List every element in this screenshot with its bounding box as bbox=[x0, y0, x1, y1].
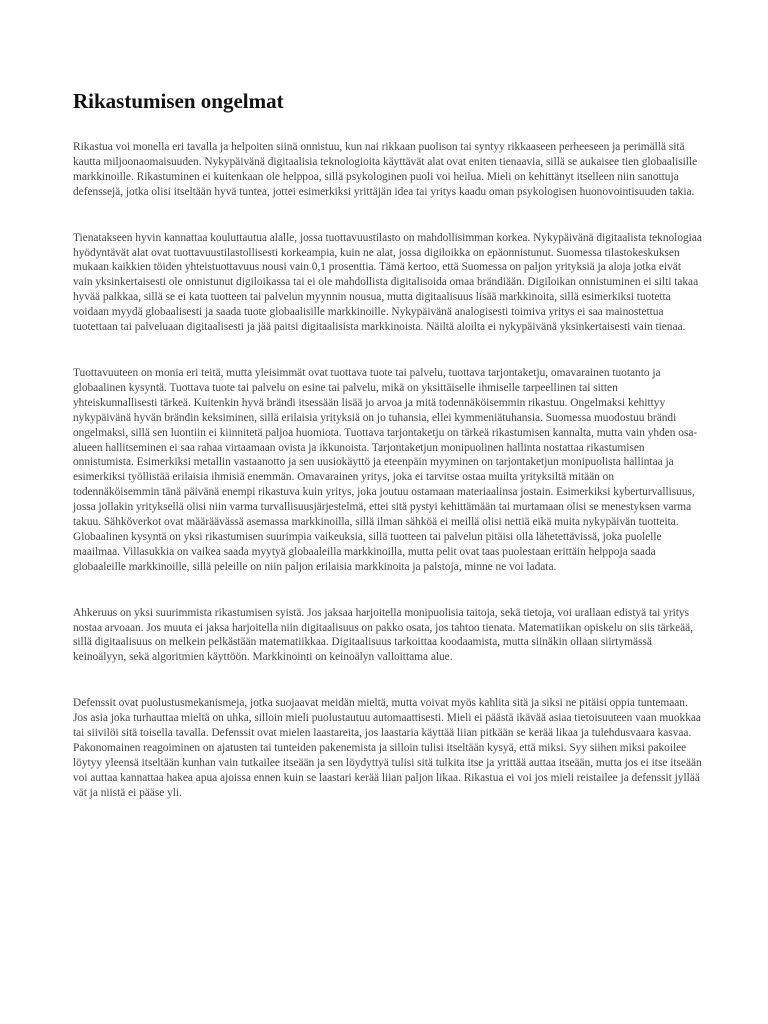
paragraph-2: Tienatakseen hyvin kannattaa kouluttautua alalle, jossa tuottavuustilasto on mahdollisimman korkea. Nykypäivänä digitaalista teknologiaa hyödyntävät alat ovat tuottavuustilastollisesti korkeampia, kuin ne alat, jossa digiloikka on epäonnistunut. Suomessa tilastokeskuksen mukaan kaikkien töiden yhteistuottavuus nousi vain 0,1 prosenttia. Tämä kertoo, että Suomessa on paljon yrityksiä ja aloja jotka eivät vain yksinkertaisesti ole onnistunut digiloikassa tai ei ole mahdollista digitalisoida omaa brändiään. Digiloikan onnistuminen ei silti takaa hyvää palkkaa, sillä se ei kata tuotteen tai palvelun myynnin nousua, mutta digitaalisuus lisää markkinoita, sillä esimerkiksi tuotetta voidaan myydä globaalisesti ja saada tuote globaalisille markkinoille. Nykypäivänä analogisesti toimiva yritys ei saa mainostettua tuotettaan tai palveluaan digitaalisesti ja jää paitsi digitaalisista markkinoista. Näiltä aloilta ei nykypäivänä yksinkertaisesti vain tienaa. bbox=[73, 231, 702, 334]
paragraph-3: Tuottavuuteen on monia eri teitä, mutta yleisimmät ovat tuottava tuote tai palvelu, tuottava tarjontaketju, omavarainen tuotanto ja globaalinen kysyntä. Tuottava tuote tai palvelu on esine tai palvelu, mikä on yksittäiselle ihmiselle tarpeellinen tai sitten yhteiskunnallisesti tärkeä. Kuitenkin hyvä brändi itsessään lisää jo arvoa ja mitä todennäköisemmin rikastuu. Ongelmaksi kehittyy nykypäivänä hyvän brändin keksiminen, sillä erilaisia yrityksiä on jo tuhansia, ellei kymmeniätuhansia. Suomessa muodostuu brändi ongelmaksi, sillä sen luontiin ei kiinnitetä paljoa huomiota. Tuottava tarjontaketju on tärkeä rikastumisen kannalta, mutta vain yhden osa-alueen hallitseminen ei saa rahaa virtaamaan ovista ja ikkunoista. Tarjontaketjun monipuolinen hallinta nostattaa rikastumisen onnistumista. Esimerkiksi metallin vastaanotto ja sen uusiokäyttö ja eteenpäin myyminen on tarjontaketjun monipuolista hallintaa ja esimerkiksi työllistää erilaisia ihmisiä enemmän. Omavarainen yritys, joka ei tarvitse ostaa muilta yrityksiltä mitään on todennäköisemmin tänä päivänä enempi rikastuva kuin yritys, joka joutuu ostamaan materiaalinsa jostain. Esimerkiksi kyberturvallisuus, jossa jollakin yrityksellä olisi niin varma turvallisuusjärjestelmä, ettei sitä pystyi kehittämään tai murtamaan olisi se menestyksen varma takuu. Sähköverkot ovat määräävässä asemassa markkinoilla, sillä ilman sähköä ei meillä olisi nettiä eikä muita nykypäivän tuotteita. Globaalinen kysyntä on yksi rikastumisen suurimpia vaikeuksia, sillä tuotteen tai palvelun pitäisi olla lähetettävissä, joka puolelle maailmaa. Villasukkia on vaikea saada myytyä globaaleilla markkinoilla, mutta pelit ovat taas puolestaan erittäin helppoja saada globaaleille markkinoille, sillä peleille on niin paljon erilaisia markkinoita ja palstoja, minne ne voi ladata. bbox=[73, 366, 698, 573]
document-page bbox=[73, 87, 703, 832]
document-title: Rikastumisen ongelmat bbox=[73, 89, 284, 113]
paragraph-1: Rikastua voi monella eri tavalla ja helpoiten siinä onnistuu, kun nai rikkaan puolison tai syntyy rikkaaseen perheeseen ja perimällä sitä kautta miljoonaomaisuuden. Nykypäivänä digitaalisia teknologioita käyttävät alat ovat eniten tienaavia, sillä se aukaisee tien globaalisille markkinoille. Rikastuminen ei kuitenkaan ole helppoa, sillä psykologinen puoli voi heilua. Mieli on kehittänyt itselleen niin sanottuja defenssejä, jotka olisi itseltään hyvä tuntea, jottei esimerkiksi yrittäjän idea tai yritys kaadu oman psykologisen huonovointisuuden takia. bbox=[73, 141, 698, 198]
paragraph-5: Defenssit ovat puolustusmekanismeja, jotka suojaavat meidän mieltä, mutta voivat myös kahlita sitä ja siksi ne pitäisi oppia tuntemaan. Jos asia joka turhauttaa mieltä on uhka, silloin mieli puolustautuu automaattisesti. Mieli ei päästä ikävää asiaa tietoisuuteen vaan muokkaa tai siivilöi sitä toisella tavalla. Defenssit ovat mielen laastareita, jos laastaria käyttää liian pitkään se kerää likaa ja tulehdusvaara kasvaa. Pakonomainen reagoiminen on ajatusten tai tunteiden pakenemista ja silloin tulisi itseltään kysyä, että miksi. Syy siihen miksi pakoilee löytyy yleensä itseltään kunhan vain tutkailee itseään ja sen löydyttyä tulisi sitä tulkita itse ja yrittää auttaa itseään, mutta jos ei itse itseään voi auttaa kannattaa hakea apua ajoissa ennen kuin se laastari kerää liian paljon likaa. Rikastua ei voi jos mieli reistailee ja defenssit jyllää​vät ja niistä ei pääse yli. bbox=[73, 697, 702, 799]
paragraph-4: Ahkeruus on yksi suurimmista rikastumisen syistä. Jos jaksaa harjoitella monipuolisia taitoja, sekä tietoja, voi urallaan edistyä tai yritys nostaa arvoaan. Jos muuta ei jaksa harjoitella niin digitaalisuus on pakko osata, jos tahtoo tienata. Matematiikan opiskelu on siis tärkeää, sillä digitaalisuus on melkein pelkästään matematiikkaa. Digitaalisuus tarkoittaa koodaamista, mutta siinäkin ollaan siirtymässä keinoälyyn, sekä algoritmien käyttöön. Markkinointi on keinoälyn valloittama alue. bbox=[73, 606, 694, 664]
